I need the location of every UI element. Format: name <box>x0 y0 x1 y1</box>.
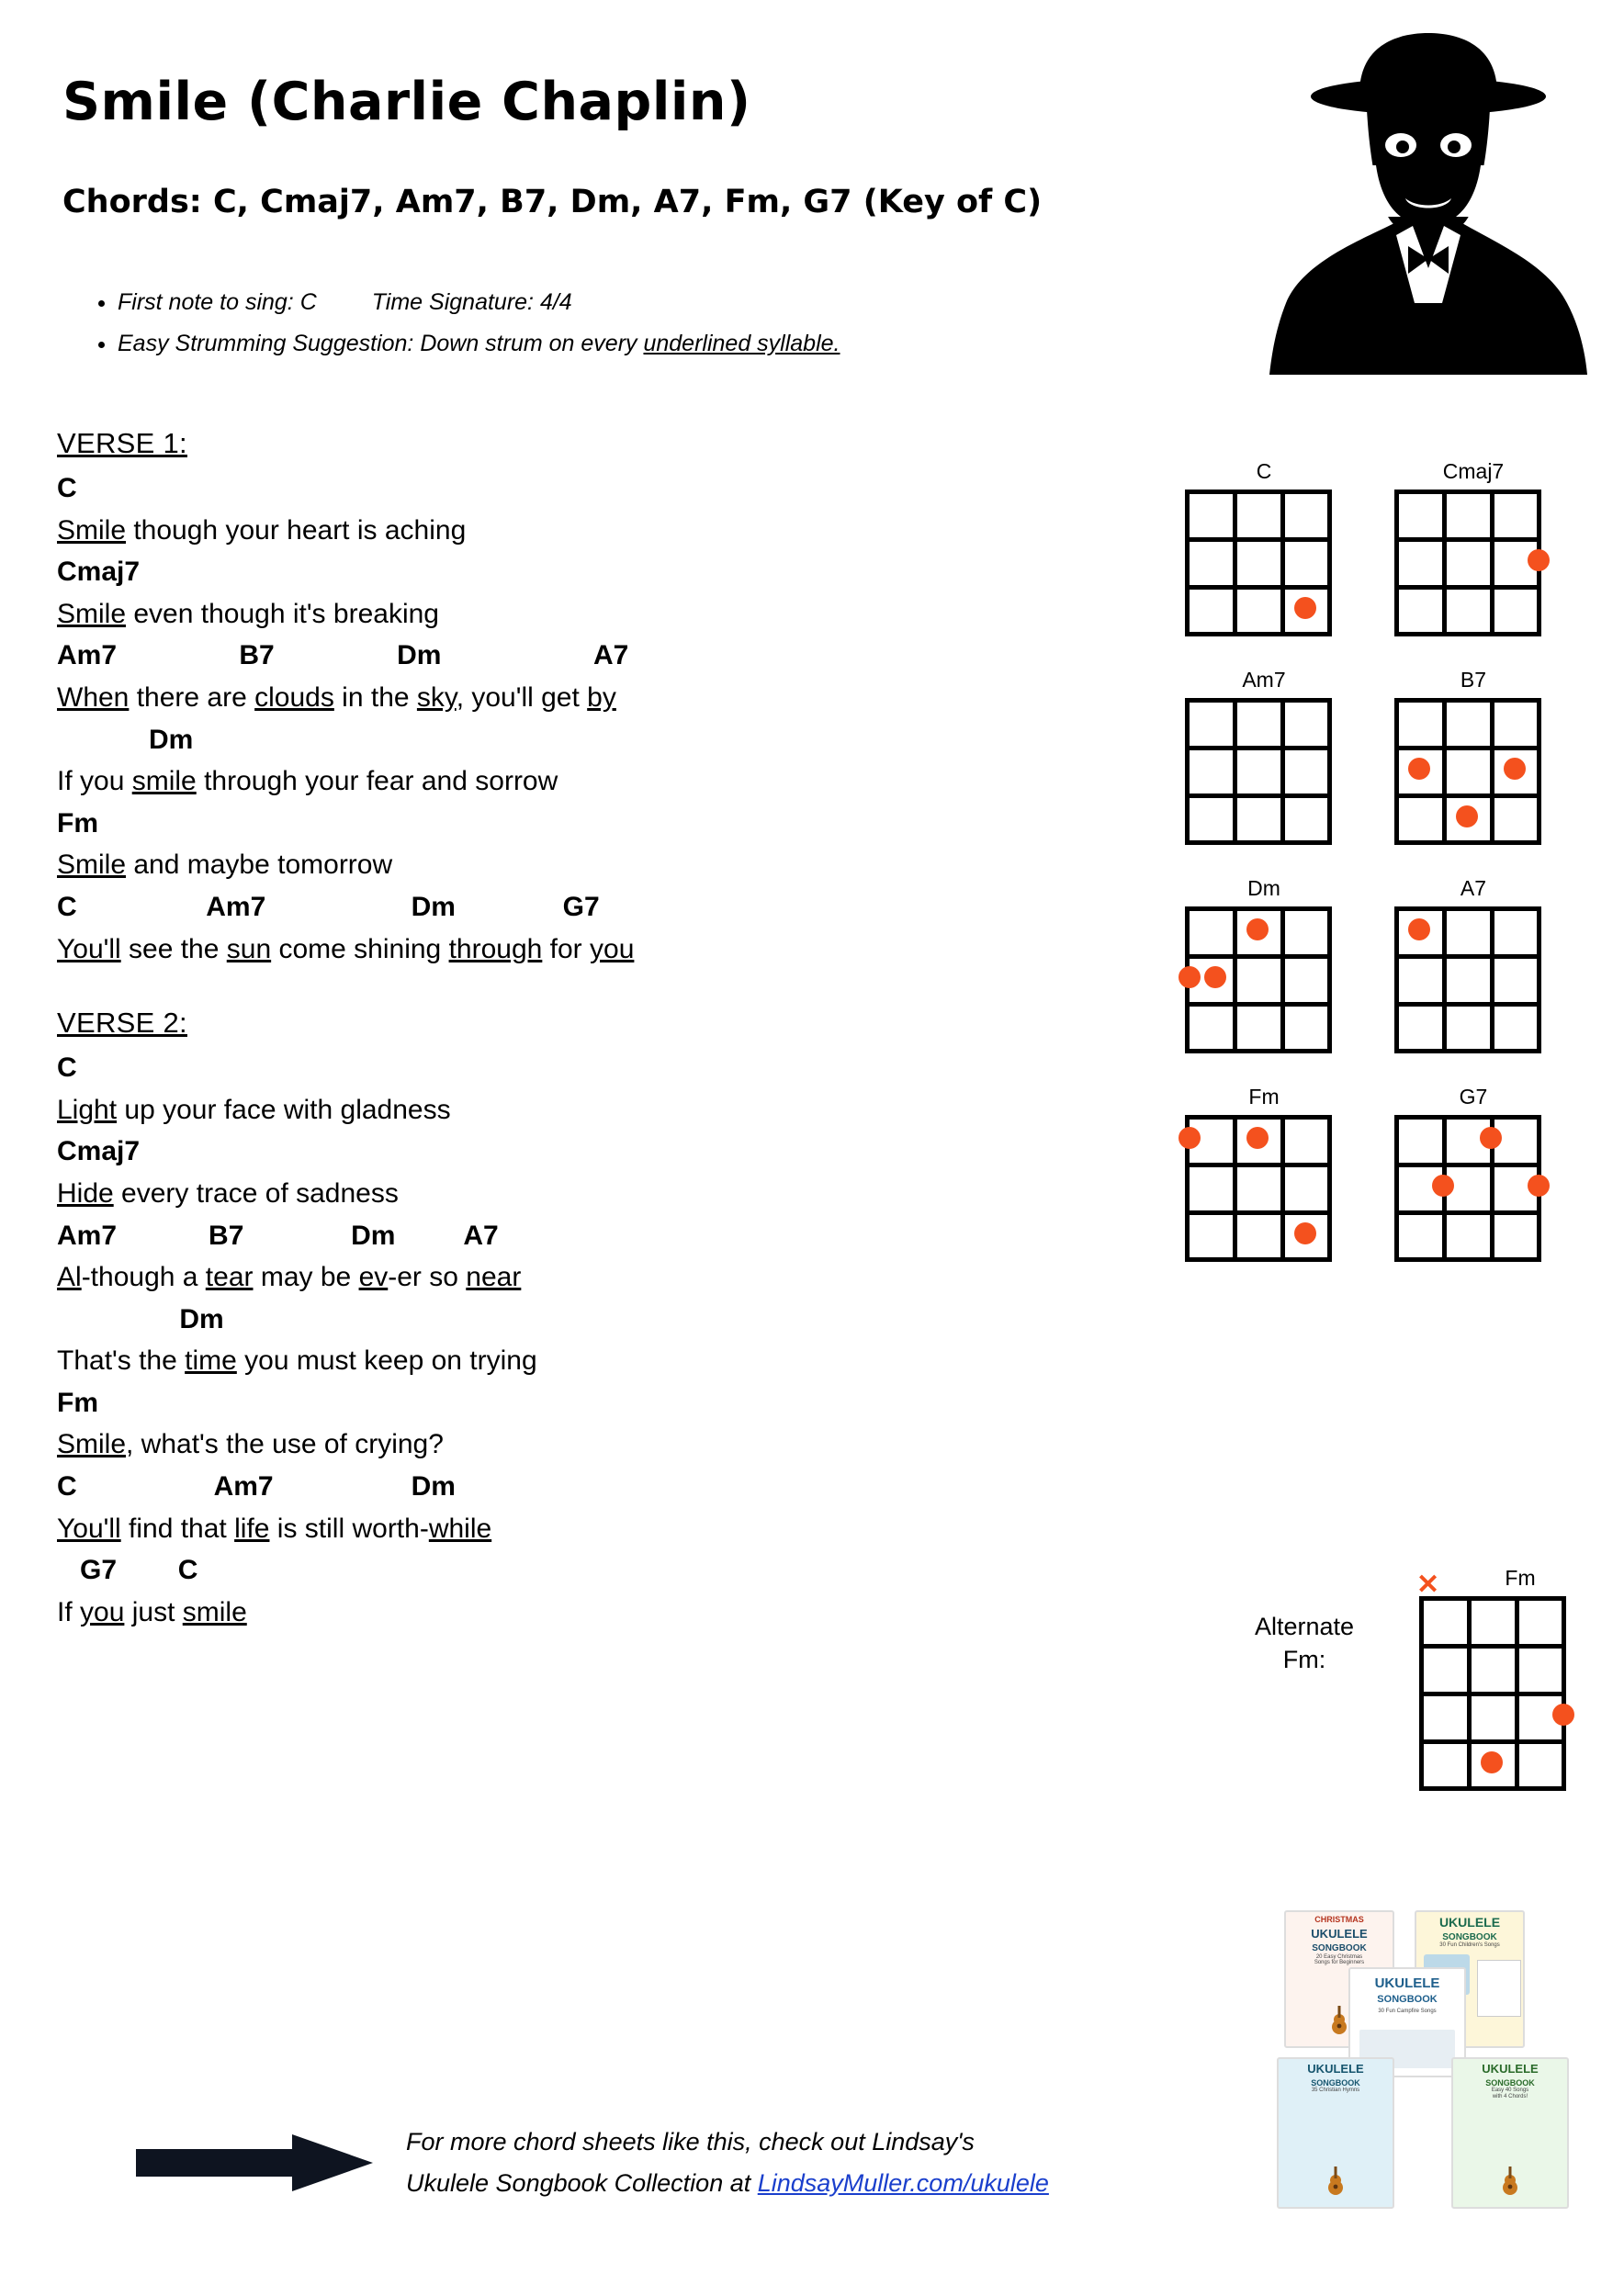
fretboard-grid <box>1394 906 1541 1053</box>
lyric-line: Smile and maybe tomorrow <box>57 850 393 881</box>
chord-diagram-g7 <box>1394 1085 1552 1262</box>
finger-dot <box>1408 918 1430 940</box>
chord-diagram-row <box>1185 459 1580 636</box>
bullet-strumming <box>118 326 840 362</box>
finger-dot <box>1528 549 1550 571</box>
finger-dot <box>1480 1127 1502 1149</box>
footer-line-1: For more chord sheets like this, check out Lindsay's <box>406 2128 975 2155</box>
chord-diagram-cmaj7 <box>1394 459 1552 636</box>
chord-diagram-fm-alternate <box>1416 1566 1585 1791</box>
chord-line: Dm <box>57 724 194 755</box>
chord-line: C <box>57 1052 77 1084</box>
finger-dot <box>1408 758 1430 780</box>
lyric-line: Al-though a tear may be ev-er so near <box>57 1262 522 1293</box>
songbook-cover[interactable]: UKULELE SONGBOOK 30 Fun Children's Songs <box>1415 1910 1525 2048</box>
finger-dot <box>1432 1175 1454 1197</box>
lyric-line: Smile even though it's breaking <box>57 598 439 629</box>
strumming-underlined-text: underlined syllable. <box>643 330 840 356</box>
finger-dot <box>1481 1751 1503 1773</box>
chord-line: C Am7 Dm <box>57 1471 456 1503</box>
chord-line: C <box>57 473 77 503</box>
bullet-first-note <box>118 285 840 321</box>
chord-diagram-label: Cmaj7 <box>1442 459 1505 483</box>
lyric-line: When there are clouds in the sky, you'll get by <box>57 681 616 713</box>
muted-string-x-icon: ✕ <box>1416 1570 1440 1600</box>
chord-line: G7 C <box>57 1555 198 1586</box>
finger-dot <box>1504 758 1526 780</box>
fretboard-grid <box>1394 1115 1541 1262</box>
finger-dot <box>1294 1222 1316 1244</box>
footer-line-2 <box>406 2163 1049 2204</box>
chord-diagram-row <box>1185 668 1580 845</box>
fretboard-grid <box>1185 906 1332 1053</box>
songbook-link[interactable]: LindsayMuller.com/ukulele <box>757 2168 1049 2197</box>
chord-line: Fm <box>57 807 98 838</box>
lyric-line: Smile though your heart is aching <box>57 514 467 546</box>
fretboard-grid <box>1394 698 1541 845</box>
footer-line-2-text: Ukulele Songbook Collection at <box>406 2168 758 2197</box>
chord-diagram-label: Am7 <box>1242 668 1286 692</box>
lyric-line: Smile, what's the use of crying? <box>57 1429 444 1460</box>
finger-dot <box>1528 1175 1550 1197</box>
finger-dot <box>1204 966 1226 988</box>
fretboard-grid <box>1185 490 1332 636</box>
lyric-line: If you just smile <box>57 1596 247 1627</box>
finger-dot <box>1552 1704 1574 1726</box>
chord-diagram-label: A7 <box>1460 876 1487 900</box>
chord-diagram-fm <box>1185 1085 1343 1262</box>
finger-dot <box>1246 1127 1269 1149</box>
songbook-cover[interactable]: UKULELE SONGBOOK 30 Fun Campfire Songs <box>1348 1967 1466 2077</box>
strumming-text: Easy Strumming Suggestion: Down strum on every <box>118 330 644 356</box>
finger-dot <box>1456 805 1478 827</box>
chord-diagram-label: Dm <box>1247 876 1280 900</box>
finger-dot <box>1294 597 1316 619</box>
alternate-fm-label-line2: Fm: <box>1282 1646 1326 1674</box>
charlie-chaplin-silhouette-icon <box>1258 28 1598 386</box>
chord-diagram-row <box>1185 1085 1580 1262</box>
songbook-collage[interactable] <box>1277 1910 1580 2213</box>
lyric-line: Hide every trace of sadness <box>57 1177 399 1209</box>
chord-diagram-label: Fm <box>1505 1566 1536 1590</box>
chord-diagram-b7 <box>1394 668 1552 845</box>
chord-line: C Am7 Dm G7 <box>57 891 600 922</box>
chord-diagram-c <box>1185 459 1343 636</box>
lyric-line: That's the time you must keep on trying <box>57 1345 537 1377</box>
time-signature-text: Time Signature: 4/4 <box>371 289 572 315</box>
lyric-line: If you smile through your fear and sorrow <box>57 766 558 797</box>
songbook-cover[interactable]: CHRISTMAS UKULELE SONGBOOK 20 Easy Christmas Songs for Beginners <box>1284 1910 1394 2048</box>
chord-diagram-row <box>1185 876 1580 1053</box>
fretboard-grid <box>1394 490 1541 636</box>
chord-line: Fm <box>57 1387 98 1418</box>
alternate-fm-label <box>1222 1610 1387 1677</box>
ukulele-icon <box>1329 2004 1349 2035</box>
footer-note <box>406 2122 1049 2203</box>
first-note-text: First note to sing: C <box>118 289 317 315</box>
finger-dot <box>1179 966 1201 988</box>
verse-1-heading: VERSE 1: <box>57 427 187 459</box>
lyric-line: You'll see the sun come shining through for you <box>57 933 635 964</box>
ukulele-icon <box>1500 2165 1520 2196</box>
chord-diagram-label: B7 <box>1460 668 1487 692</box>
verse-2-heading: VERSE 2: <box>57 1007 187 1040</box>
arrow-icon <box>136 2131 375 2195</box>
chord-diagram-dm <box>1185 876 1343 1053</box>
lyrics-body <box>57 427 1196 1633</box>
chord-diagram-label: C <box>1256 459 1272 483</box>
chords-subtitle: Chords: C, Cmaj7, Am7, B7, Dm, A7, Fm, G7 (Key of C) <box>62 184 1043 220</box>
chord-diagram-label: Fm <box>1248 1085 1280 1109</box>
chord-line: Am7 B7 Dm A7 <box>57 1220 499 1251</box>
chord-diagram-label: G7 <box>1459 1085 1488 1109</box>
chord-line: Cmaj7 <box>57 557 141 588</box>
fretboard-grid <box>1185 698 1332 845</box>
finger-dot <box>1179 1127 1201 1149</box>
finger-dot <box>1246 918 1269 940</box>
chord-line: Am7 B7 Dm A7 <box>57 640 629 671</box>
lyric-line: Light up your face with gladness <box>57 1094 451 1125</box>
notes-bullets <box>81 285 840 367</box>
chord-diagram-a7 <box>1394 876 1552 1053</box>
songbook-cover[interactable]: UKULELE SONGBOOK 35 Christian Hymns <box>1277 2057 1394 2209</box>
chord-diagram-am7 <box>1185 668 1343 845</box>
alternate-fm-label-line1: Alternate <box>1254 1613 1355 1640</box>
ukulele-icon <box>1325 2165 1346 2196</box>
chord-line: Cmaj7 <box>57 1136 141 1167</box>
songbook-cover[interactable]: UKULELE SONGBOOK Easy 40 Songs with 4 Chords! <box>1451 2057 1569 2209</box>
fretboard-grid <box>1185 1115 1332 1262</box>
chord-diagram-panel <box>1185 459 1580 1293</box>
lyric-line: You'll find that life is still worth-while <box>57 1513 492 1544</box>
chord-line: Dm <box>57 1303 224 1334</box>
page-title: Smile (Charlie Chaplin) <box>62 72 751 132</box>
